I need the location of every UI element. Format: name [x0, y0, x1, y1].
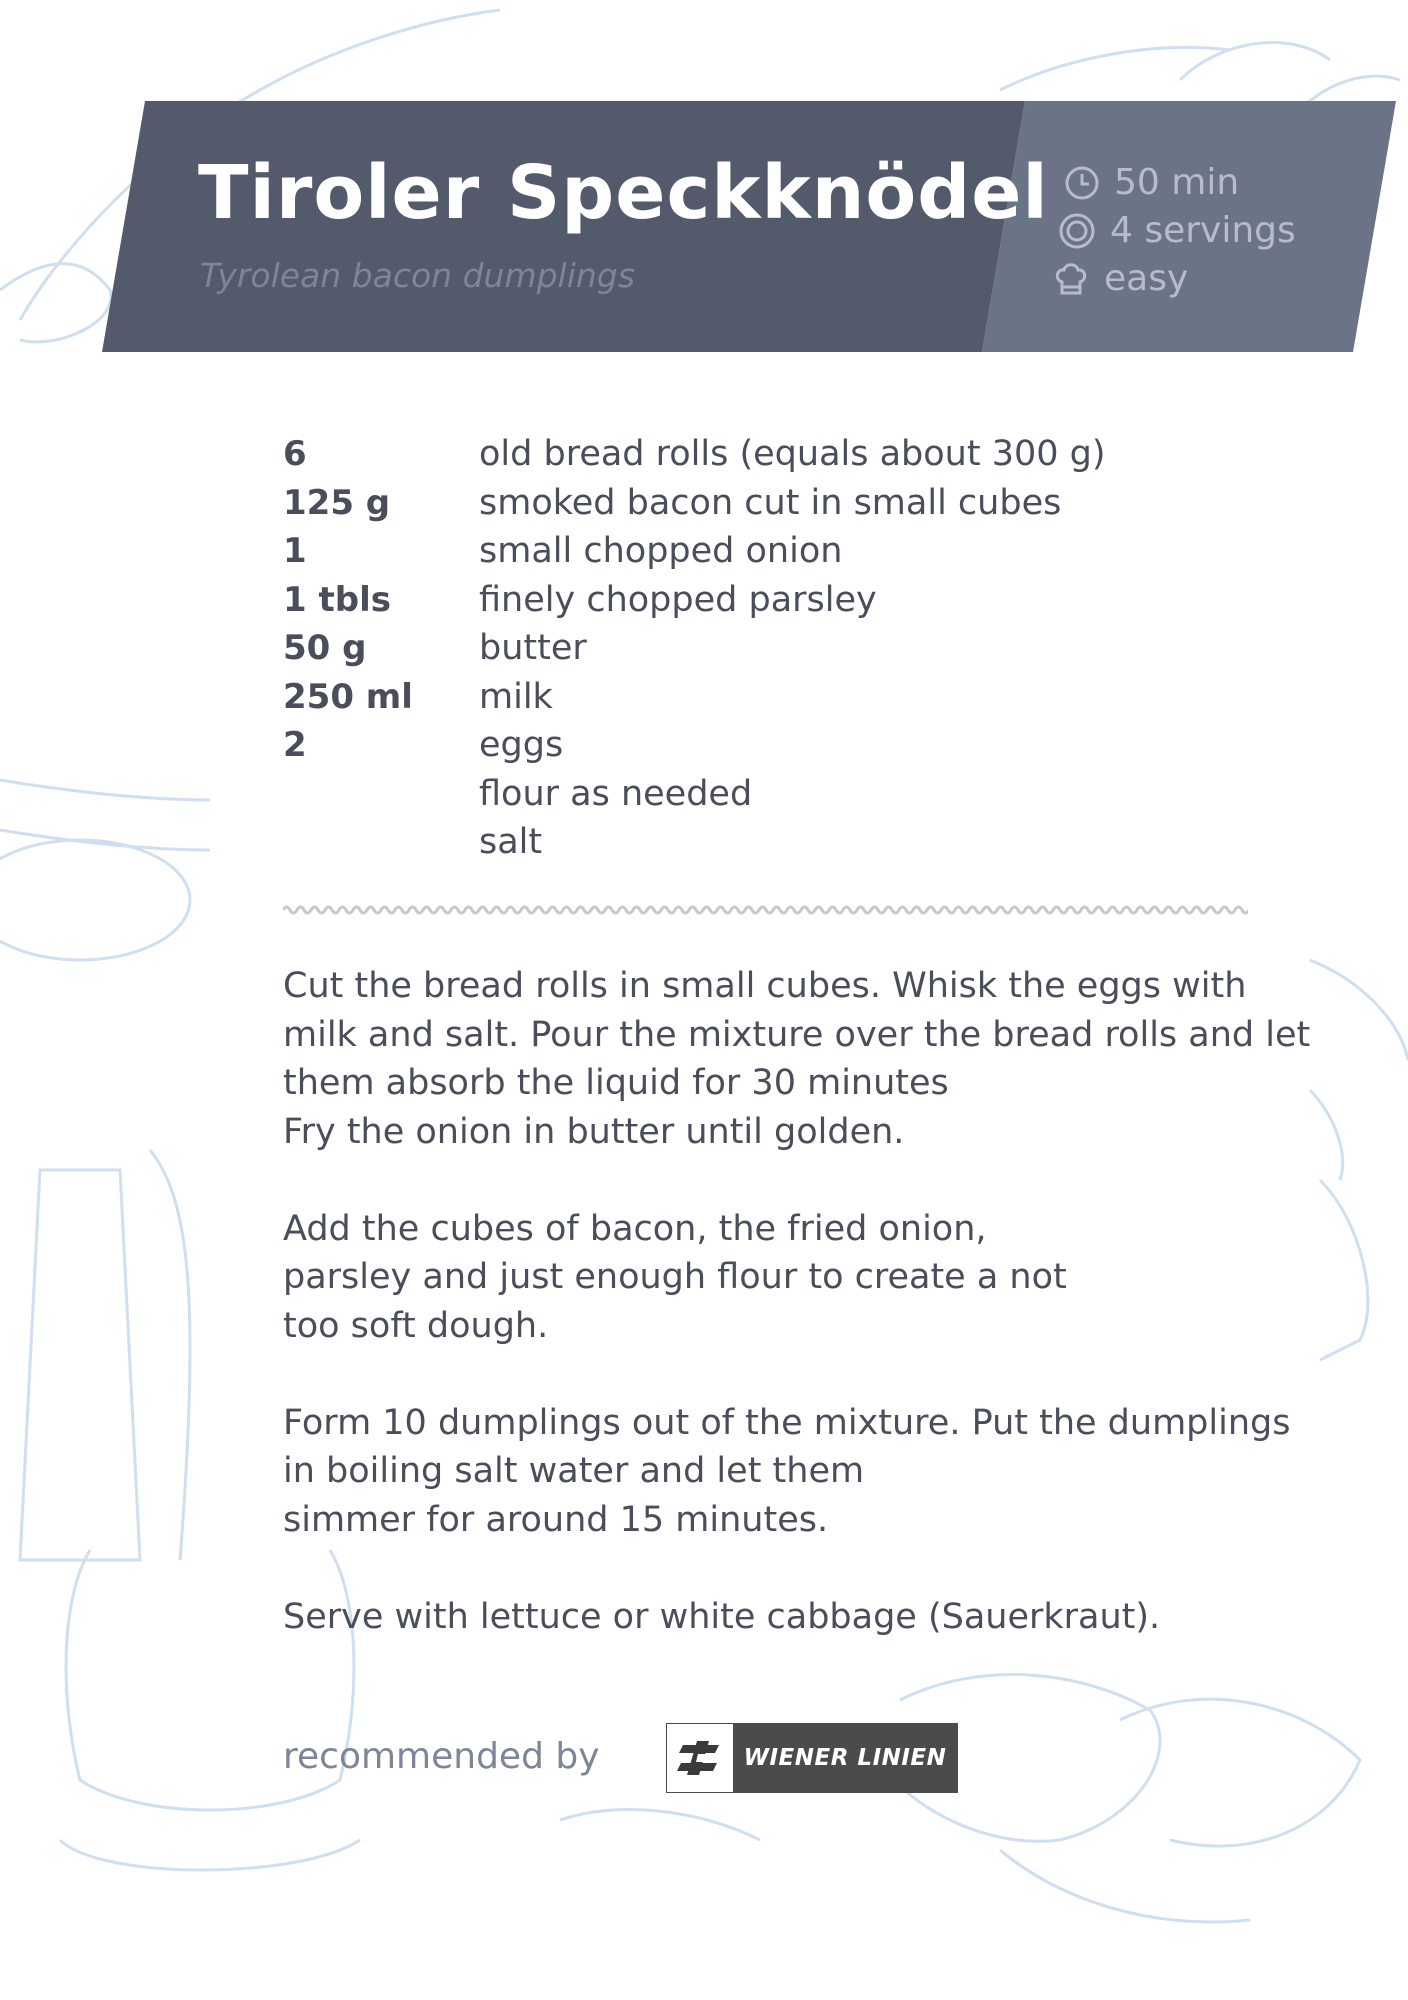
ingredient-row [283, 430, 1106, 479]
ingredient-row [283, 624, 1106, 673]
meta-time-label: 50 min [1114, 162, 1240, 203]
logo-wordmark: WIENER LINIEN [733, 1724, 957, 1792]
instruction-step [283, 1593, 1283, 1642]
instruction-line: them absorb the liquid for 30 minutes [283, 1063, 949, 1103]
ingredient-name: finely chopped parsley [479, 579, 877, 620]
recommended-by-label: recommended by [283, 1736, 600, 1777]
ingredient-name: flour as needed [479, 773, 753, 814]
ingredient-qty: 1 tbls [283, 579, 391, 620]
ingredient-qty: 250 ml [283, 676, 413, 717]
instruction-line: parsley and just enough flour to create a not [283, 1257, 1067, 1297]
instruction-step [283, 962, 1311, 1156]
ingredient-name: salt [479, 822, 543, 863]
logo-mark-icon [667, 1724, 733, 1792]
wavy-divider [283, 902, 1248, 918]
chef-hat-icon [1052, 260, 1090, 298]
ingredient-name: small chopped onion [479, 531, 843, 572]
ingredient-name: eggs [479, 725, 564, 766]
ingredient-name: smoked bacon cut in small cubes [479, 482, 1062, 523]
ingredient-row [283, 527, 1106, 576]
recipe-title: Tiroler Speckknödel [198, 150, 1049, 236]
instruction-line: Fry the onion in butter until golden. [283, 1111, 905, 1152]
meta-difficulty [1052, 258, 1188, 299]
instruction-line: Cut the bread rolls in small cubes. Whisk the eggs with [283, 966, 1247, 1006]
instruction-line: in boiling salt water and let them [283, 1451, 865, 1491]
ingredient-name: milk [479, 676, 553, 717]
ingredient-row [283, 721, 1106, 770]
ingredient-name: butter [479, 628, 587, 669]
ingredient-qty: 2 [283, 725, 307, 766]
ingredient-row [283, 770, 1106, 819]
instruction-step [283, 1399, 1291, 1545]
ingredient-row [283, 818, 1106, 867]
plate-icon [1058, 212, 1096, 250]
meta-difficulty-label: easy [1104, 258, 1189, 299]
meta-time [1064, 162, 1239, 203]
instructions [283, 962, 1311, 1690]
ingredient-qty: 125 g [283, 482, 391, 523]
ingredient-row [283, 479, 1106, 528]
ingredient-row [283, 576, 1106, 625]
instruction-line: simmer for around 15 minutes. [283, 1499, 829, 1540]
wiener-linien-logo [666, 1723, 958, 1793]
instruction-step [283, 1205, 1283, 1351]
clock-icon [1064, 165, 1100, 201]
ingredient-qty: 50 g [283, 628, 367, 669]
instruction-line: milk and salt. Pour the mixture over the bread rolls and let [283, 1014, 1311, 1055]
instruction-line: Form 10 dumplings out of the mixture. Put the dumplings [283, 1402, 1291, 1443]
instruction-line: Serve with lettuce or white cabbage (Sauerkraut). [283, 1596, 1161, 1637]
ingredient-qty: 1 [283, 531, 307, 572]
ingredient-qty: 6 [283, 434, 307, 475]
recipe-subtitle: Tyrolean bacon dumplings [200, 256, 635, 295]
ingredient-list [283, 430, 1106, 867]
instruction-line: Add the cubes of bacon, the fried onion, [283, 1208, 987, 1249]
meta-servings-label: 4 servings [1110, 210, 1296, 251]
meta-servings [1058, 210, 1296, 251]
instruction-line: too soft dough. [283, 1305, 549, 1346]
ingredient-row [283, 673, 1106, 722]
ingredient-name: old bread rolls (equals about 300 g) [479, 434, 1106, 475]
